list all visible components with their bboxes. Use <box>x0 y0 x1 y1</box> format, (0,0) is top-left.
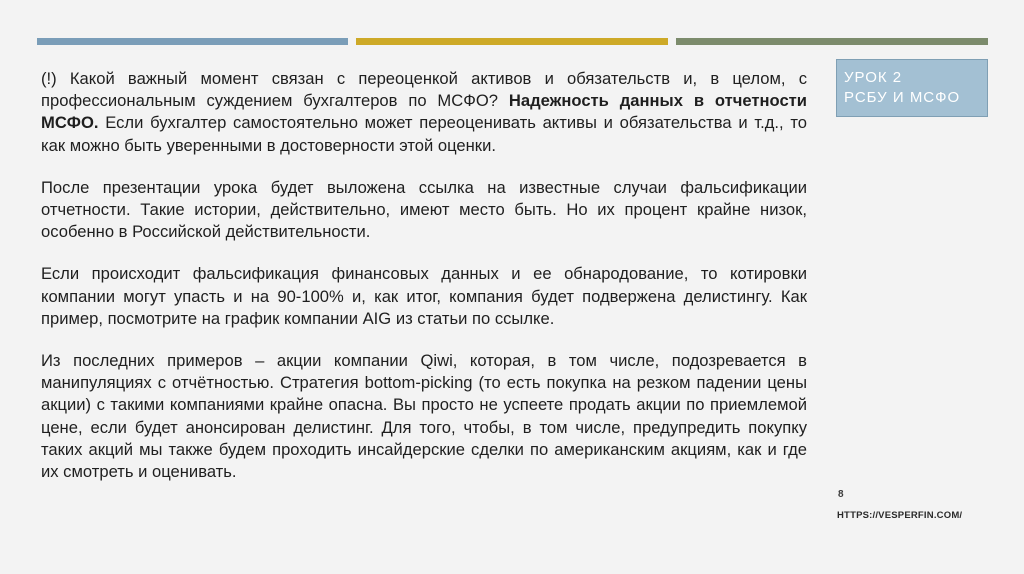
lesson-topic: РСБУ И МСФО <box>844 89 961 106</box>
lesson-number: УРОК 2 <box>844 69 903 86</box>
lesson-label-box <box>836 59 988 117</box>
website-link[interactable]: HTTPS://VESPERFIN.COM/ <box>837 510 963 521</box>
decor-bar-green <box>676 38 988 45</box>
paragraph-3: Если происходит фальсификация финансовых данных и ее обнародование, то котировки компании могут упасть и на 90-100% и, как итог, компания будет подвержена делистингу. Как пример, посмотрите на график компании AIG из статьи по ссылке. <box>41 264 807 328</box>
page-number: 8 <box>838 489 844 500</box>
paragraph-4: Из последних примеров – акции компании Qiwi, которая, в том числе, подозревается в манипуляциях с отчётностью. Стратегия bottom-picking (то есть покупка на резком падении цены акции) с такими компаниями крайне опасна. Вы просто не успеете продать акции по приемлемой цене, если будет анонсирован делистинг. Для того, чтобы, в том числе, предупредить покупку таких акций мы также будем проходить инсайдерские сделки по американским акциям, как и где их смотреть и оценивать. <box>41 351 807 482</box>
main-text <box>41 68 807 503</box>
paragraph-2: После презентации урока будет выложена ссылка на известные случаи фальсификации отчетности. Такие истории, действительно, имеют место быть. Но их процент крайне низок, особенно в Российской действительности. <box>41 177 807 242</box>
paragraph-1 <box>41 68 807 157</box>
decor-bar-blue <box>37 38 348 45</box>
paragraph-1-intro: (!) Какой важный момент связан с переоценкой активов и обязательств и, в целом, с профессиональным суждением бухгалтеров по МСФО? <box>41 69 807 111</box>
paragraph-1-rest: Если бухгалтер самостоятельно может переоценивать активы и обязательства и т.д., то как можно быть уверенными в достоверности этой оценки. <box>41 113 807 155</box>
decor-bar-gold <box>356 38 668 45</box>
paragraph-1-emphasis: Надежность данных в отчетности МСФО. <box>41 91 807 133</box>
